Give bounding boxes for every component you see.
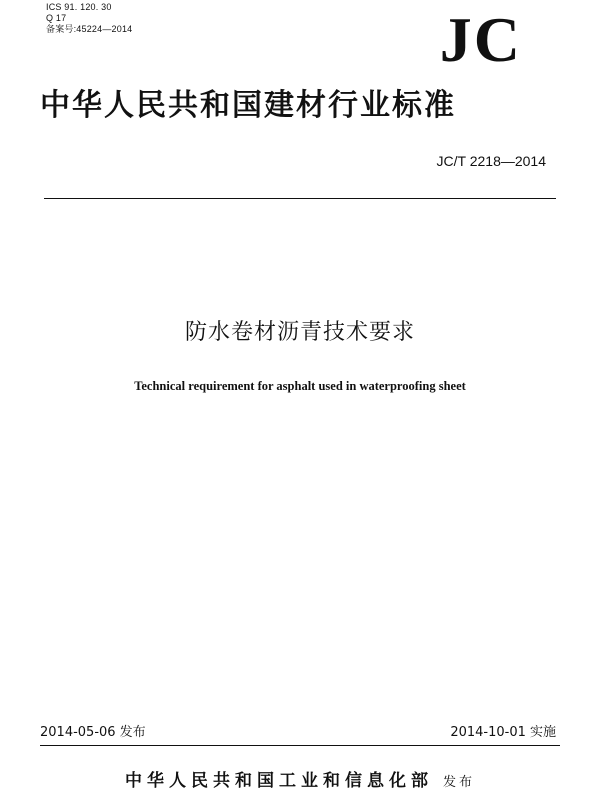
record-number: 备案号:45224—2014	[46, 24, 133, 34]
ccs-code: Q 17	[46, 13, 67, 23]
bottom-divider	[40, 745, 560, 746]
ics-code: ICS 91. 120. 30	[46, 2, 112, 12]
top-divider	[44, 198, 556, 199]
standard-number: JC/T 2218—2014	[436, 153, 546, 169]
national-standard-title: 中华人民共和国建材行业标准	[40, 88, 456, 123]
publisher-suffix: 发布	[442, 775, 475, 790]
classification-block	[46, 2, 132, 35]
document-title-cn: 防水卷材沥青技术要求	[184, 320, 415, 345]
implementation-date: 2014-10-01 实施	[450, 725, 556, 740]
publisher-name: 中华人民共和国工业和信息化部	[124, 771, 433, 791]
publisher	[0, 770, 600, 794]
jc-logo: JC	[439, 4, 522, 75]
issue-date: 2014-05-06 发布	[40, 725, 146, 740]
document-title-en: Technical requirement for asphalt used in waterproofing sheet	[134, 379, 466, 393]
